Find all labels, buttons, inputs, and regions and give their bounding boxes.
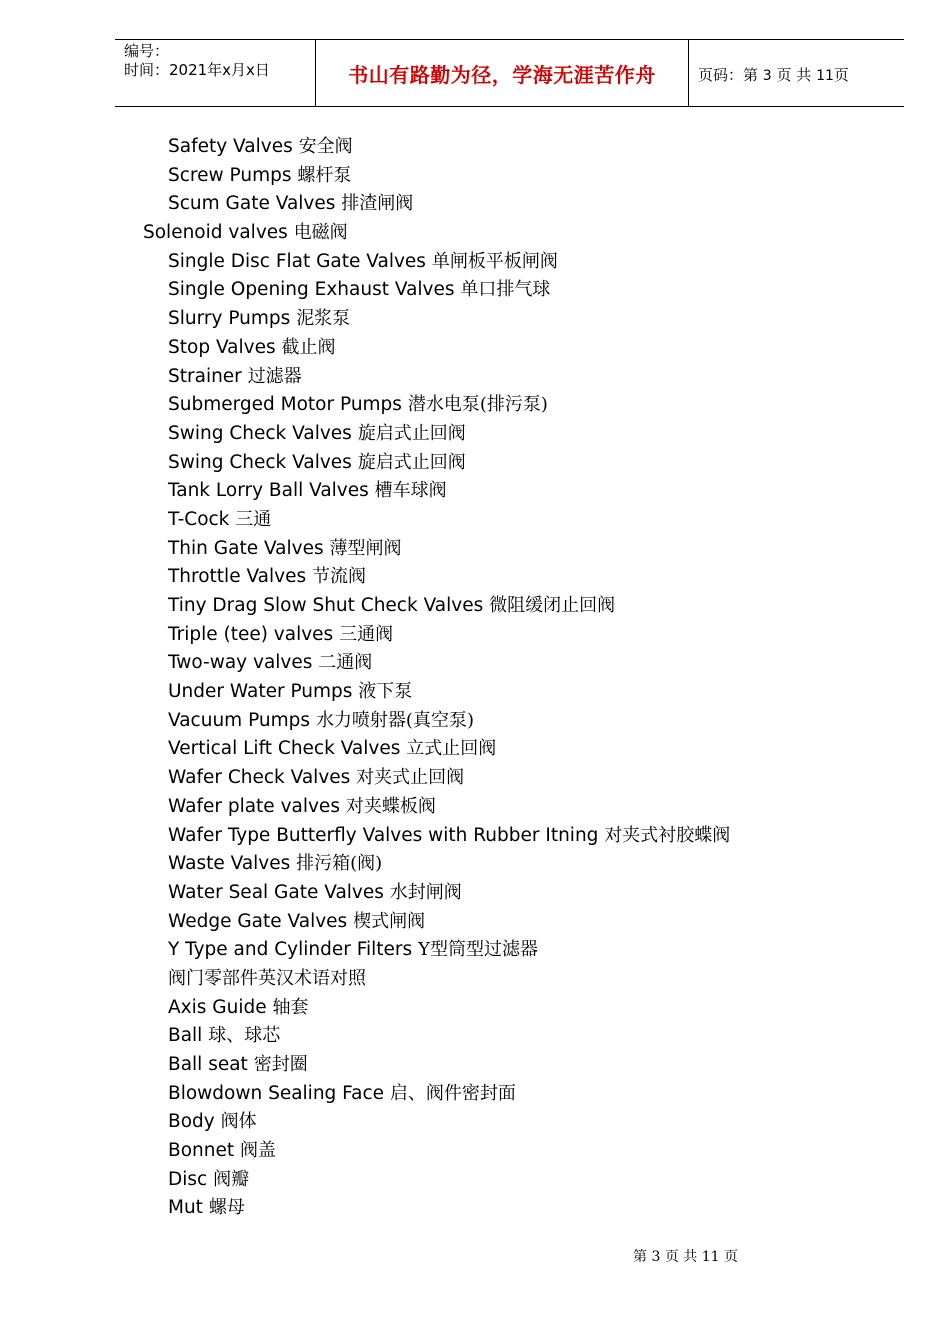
- term-chinese: 水力喷射器(真空泵): [315, 709, 474, 731]
- term-english: Screw Pumps: [168, 164, 292, 186]
- term-row: [0, 735, 950, 764]
- term-chinese: 楔式闸阀: [353, 910, 426, 932]
- term-row: [0, 621, 950, 650]
- term-english: Ball seat: [168, 1054, 248, 1075]
- term-row: [0, 1080, 950, 1109]
- term-english: Safety Valves: [168, 136, 293, 157]
- footer-prefix: 第: [633, 1249, 647, 1265]
- term-chinese: 阀门零部件英汉术语对照: [168, 967, 366, 989]
- page-prefix: 页码：第: [698, 66, 759, 84]
- term-chinese: 对夹蝶板阀: [345, 795, 436, 817]
- header-meta: [124, 42, 270, 80]
- term-english: Swing Check Valves: [168, 451, 352, 473]
- term-english: Thin Gate Valves: [168, 537, 324, 559]
- term-english: Axis Guide: [168, 996, 267, 1018]
- term-row: [0, 420, 950, 449]
- term-english: Bonnet: [168, 1140, 235, 1162]
- term-english: Wafer Check Valves: [168, 767, 351, 789]
- term-row: [0, 822, 950, 851]
- term-row: [0, 563, 950, 592]
- term-chinese: 轴套: [272, 996, 309, 1018]
- term-chinese: 电磁阀: [293, 222, 348, 244]
- term-row: [0, 391, 950, 420]
- term-chinese: 三通阀: [339, 623, 394, 645]
- term-english: Mut: [168, 1197, 203, 1219]
- term-english: Wedge Gate Valves: [168, 910, 348, 932]
- term-english: Blowdown Sealing Face: [168, 1082, 385, 1104]
- term-row: [0, 994, 950, 1023]
- term-row: [0, 1051, 950, 1080]
- term-english: Slurry Pumps: [168, 308, 291, 330]
- term-chinese: 阀盖: [240, 1140, 276, 1162]
- term-chinese: 槽车球阀: [374, 480, 447, 502]
- term-english: Scum Gate Valves: [168, 193, 336, 215]
- term-english: Solenoid valves: [143, 222, 288, 244]
- term-row: [0, 305, 950, 334]
- term-row: [0, 1137, 950, 1166]
- term-chinese: Y型筒型过滤器: [418, 939, 538, 961]
- footer-total: 11: [701, 1249, 720, 1265]
- term-english: Waste Valves: [168, 853, 291, 875]
- term-chinese: 二通阀: [318, 652, 373, 674]
- term-chinese: 薄型闸阀: [329, 537, 402, 559]
- serial-label: 编号：: [124, 42, 170, 60]
- term-english: Triple (tee) valves: [168, 623, 334, 645]
- term-chinese: 对夹式止回阀: [356, 767, 465, 789]
- page-total: 11: [816, 68, 834, 84]
- term-chinese: 排渣闸阀: [341, 193, 414, 215]
- term-english: Tank Lorry Ball Valves: [168, 480, 369, 502]
- term-row: [0, 678, 950, 707]
- term-english: Strainer: [168, 365, 242, 387]
- glossary-list: [0, 133, 950, 1223]
- footer-mid: 页 共: [664, 1249, 698, 1265]
- term-english: Wafer plate valves: [168, 795, 340, 817]
- term-chinese: 单口排气球: [460, 279, 551, 301]
- term-english: Vertical Lift Check Valves: [168, 738, 401, 760]
- time-label: 时间：2021年x月x日: [124, 61, 270, 79]
- term-row: [0, 707, 950, 736]
- term-row: [0, 449, 950, 478]
- header-page-number: [698, 64, 849, 85]
- term-chinese: 泥浆泵: [296, 308, 351, 330]
- term-english: Disc: [168, 1168, 208, 1190]
- term-row: [0, 764, 950, 793]
- term-chinese: 密封圈: [253, 1054, 308, 1075]
- term-english: Swing Check Valves: [168, 422, 352, 444]
- term-row: [0, 1022, 950, 1051]
- term-row: [0, 219, 950, 248]
- term-chinese: 球、球芯: [208, 1025, 281, 1047]
- term-row: [0, 1166, 950, 1195]
- page-header: [115, 39, 904, 107]
- term-chinese: 启、阀件密封面: [389, 1082, 516, 1104]
- term-row: [0, 248, 950, 277]
- term-row: [0, 936, 950, 965]
- term-english: Water Seal Gate Valves: [168, 881, 384, 903]
- term-row: [0, 190, 950, 219]
- term-chinese: 三通: [235, 508, 272, 530]
- term-chinese: 螺母: [208, 1197, 245, 1219]
- term-row: [0, 477, 950, 506]
- term-english: Single Disc Flat Gate Valves: [168, 250, 426, 272]
- term-chinese: 截止阀: [281, 336, 336, 358]
- page-footer: [633, 1246, 738, 1266]
- term-row: [0, 162, 950, 191]
- term-chinese: 螺杆泵: [297, 164, 352, 186]
- term-row: [0, 276, 950, 305]
- term-english: Under Water Pumps: [168, 681, 353, 703]
- term-row: [0, 1108, 950, 1137]
- term-row: [0, 649, 950, 678]
- term-english: Two-way valves: [168, 652, 313, 674]
- term-english: T-Cock: [168, 508, 230, 530]
- page-mid: 页 共: [776, 66, 812, 84]
- term-english: Y Type and Cylinder Filters: [168, 939, 413, 961]
- footer-current: 3: [651, 1249, 661, 1265]
- term-chinese: 阀瓣: [213, 1168, 250, 1190]
- term-english: Ball: [168, 1025, 203, 1047]
- term-english: Tiny Drag Slow Shut Check Valves: [168, 595, 484, 616]
- term-row: [0, 850, 950, 879]
- term-row: [0, 506, 950, 535]
- term-english: Body: [168, 1111, 215, 1133]
- term-chinese: 安全阀: [298, 136, 353, 157]
- term-english: Single Opening Exhaust Valves: [168, 279, 455, 301]
- term-row: [0, 879, 950, 908]
- term-chinese: 旋启式止回阀: [357, 451, 466, 473]
- term-chinese: 对夹式衬胶蝶阀: [604, 824, 731, 846]
- term-english: Submerged Motor Pumps: [168, 394, 402, 416]
- term-row: [0, 334, 950, 363]
- term-chinese: 排污箱(阀): [296, 853, 383, 875]
- term-english: Throttle Valves: [168, 566, 307, 588]
- term-row: [0, 133, 950, 162]
- term-english: Wafer Type Butterfly Valves with Rubber Itning: [168, 824, 599, 846]
- term-chinese: 单闸板平板闸阀: [431, 250, 558, 272]
- term-chinese: 过滤器: [247, 365, 302, 387]
- section-heading: [0, 965, 950, 994]
- term-chinese: 液下泵: [358, 681, 413, 703]
- term-row: [0, 793, 950, 822]
- term-chinese: 微阻缓闭止回阀: [489, 595, 616, 616]
- term-english: Stop Valves: [168, 336, 276, 358]
- term-row: [0, 908, 950, 937]
- term-chinese: 水封闸阀: [389, 881, 462, 903]
- term-row: [0, 535, 950, 564]
- page-suffix: 页: [833, 66, 849, 84]
- term-chinese: 潜水电泵(排污泵): [407, 394, 548, 416]
- motto-text: 书山有路勤为径，学海无涯苦作舟: [348, 62, 656, 87]
- term-english: Vacuum Pumps: [168, 709, 311, 731]
- term-chinese: 阀体: [220, 1111, 257, 1133]
- term-row: [0, 1194, 950, 1223]
- term-chinese: 节流阀: [312, 566, 367, 588]
- footer-suffix: 页: [724, 1249, 739, 1265]
- page-current: 3: [762, 68, 772, 84]
- term-row: [0, 592, 950, 621]
- header-motto: [315, 39, 689, 107]
- term-chinese: 旋启式止回阀: [357, 422, 466, 444]
- term-chinese: 立式止回阀: [406, 738, 497, 760]
- term-row: [0, 363, 950, 392]
